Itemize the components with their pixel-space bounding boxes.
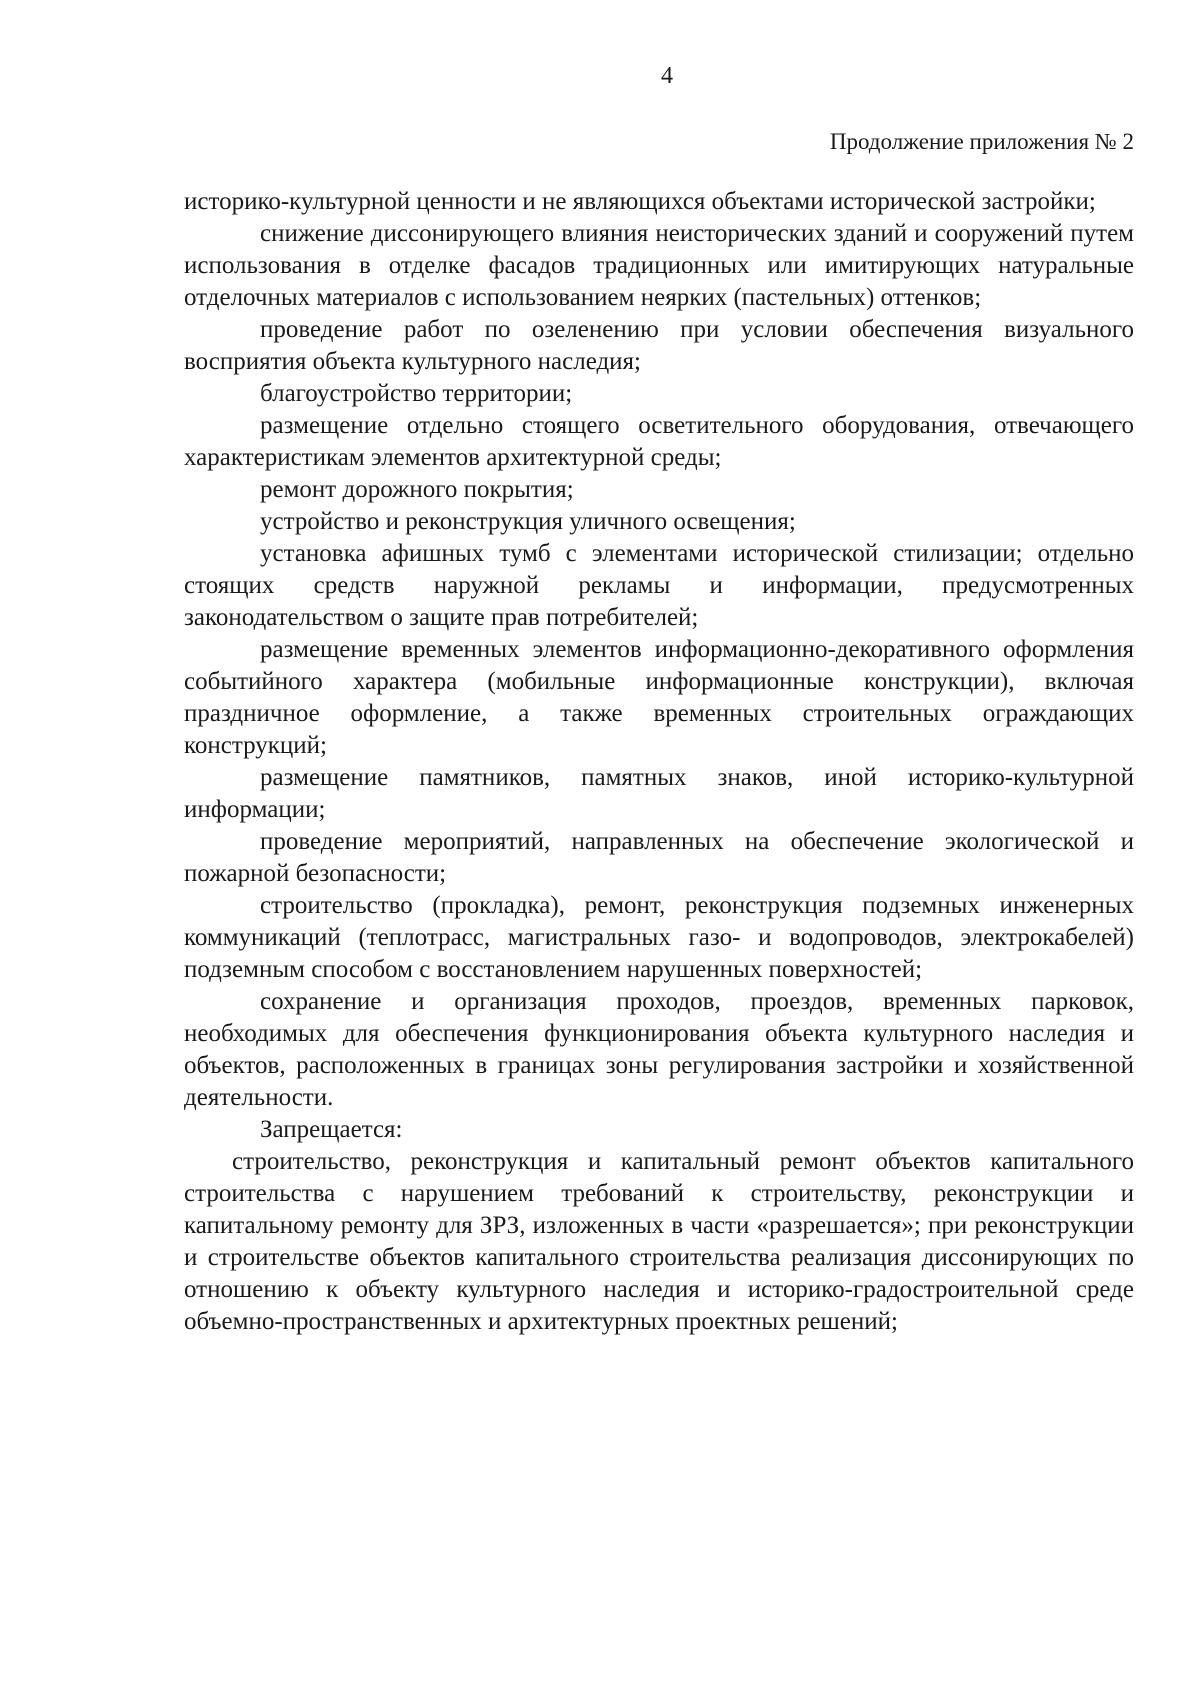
prohibited-heading: Запрещается: xyxy=(260,1116,403,1143)
paragraph: размещение временных элементов информационно-декоративного оформления событийного характера (мобильные информационные конструкции), включая праздничное оформление, а также временных строительных ограждающих конструкций; xyxy=(184,636,1134,759)
paragraph: строительство, реконструкция и капитальный ремонт объектов капитального строительства с нарушением требований к строительству, реконструкции и капитальному ремонту для ЗРЗ, изложенных в части «разрешается»; при реконструкции и строительстве объектов капитального строительства реализация диссонирующих по отношению к объекту культурного наследия и историко-градостроительной среде объемно-пространственных и архитектурных проектных решений; xyxy=(184,1148,1134,1335)
paragraph: устройство и реконструкция уличного освещения; xyxy=(260,508,796,535)
paragraph: строительство (прокладка), ремонт, реконструкция подземных инженерных коммуникаций (теплотрасс, магистральных газо- и водопроводов, электрокабелей) подземным способом с восстановлением нарушенных поверхностей; xyxy=(184,892,1134,983)
paragraph: размещение памятников, памятных знаков, иной историко-культурной информации; xyxy=(184,764,1134,823)
paragraph: проведение работ по озеленению при условии обеспечения визуального восприятия объекта культурного наследия; xyxy=(184,316,1134,375)
paragraph: сохранение и организация проходов, проездов, временных парковок, необходимых для обеспечения функционирования объекта культурного наследия и объектов, расположенных в границах зоны регулирования застройки и хозяйственной деятельности. xyxy=(184,988,1134,1111)
paragraph: размещение отдельно стоящего осветительного оборудования, отвечающего характеристикам элементов архитектурной среды; xyxy=(184,412,1134,471)
document-body xyxy=(184,186,1134,1338)
paragraph: проведение мероприятий, направленных на обеспечение экологической и пожарной безопасности; xyxy=(184,828,1134,887)
paragraph: историко-культурной ценности и не являющихся объектами исторической застройки; xyxy=(184,188,1096,215)
page-number: 4 xyxy=(661,63,673,89)
paragraph: ремонт дорожного покрытия; xyxy=(260,476,574,503)
paragraph: снижение диссонирующего влияния неисторических зданий и сооружений путем использования в отделке фасадов традиционных или имитирующих натуральные отделочных материалов с использованием неярких (пастельных) оттенков; xyxy=(184,220,1134,311)
appendix-continuation-header: Продолжение приложения № 2 xyxy=(829,129,1134,154)
paragraph: установка афишных тумб с элементами исторической стилизации; отдельно стоящих средств наружной рекламы и информации, предусмотренных законодательством о защите прав потребителей; xyxy=(184,540,1134,631)
paragraph: благоустройство территории; xyxy=(260,380,573,407)
